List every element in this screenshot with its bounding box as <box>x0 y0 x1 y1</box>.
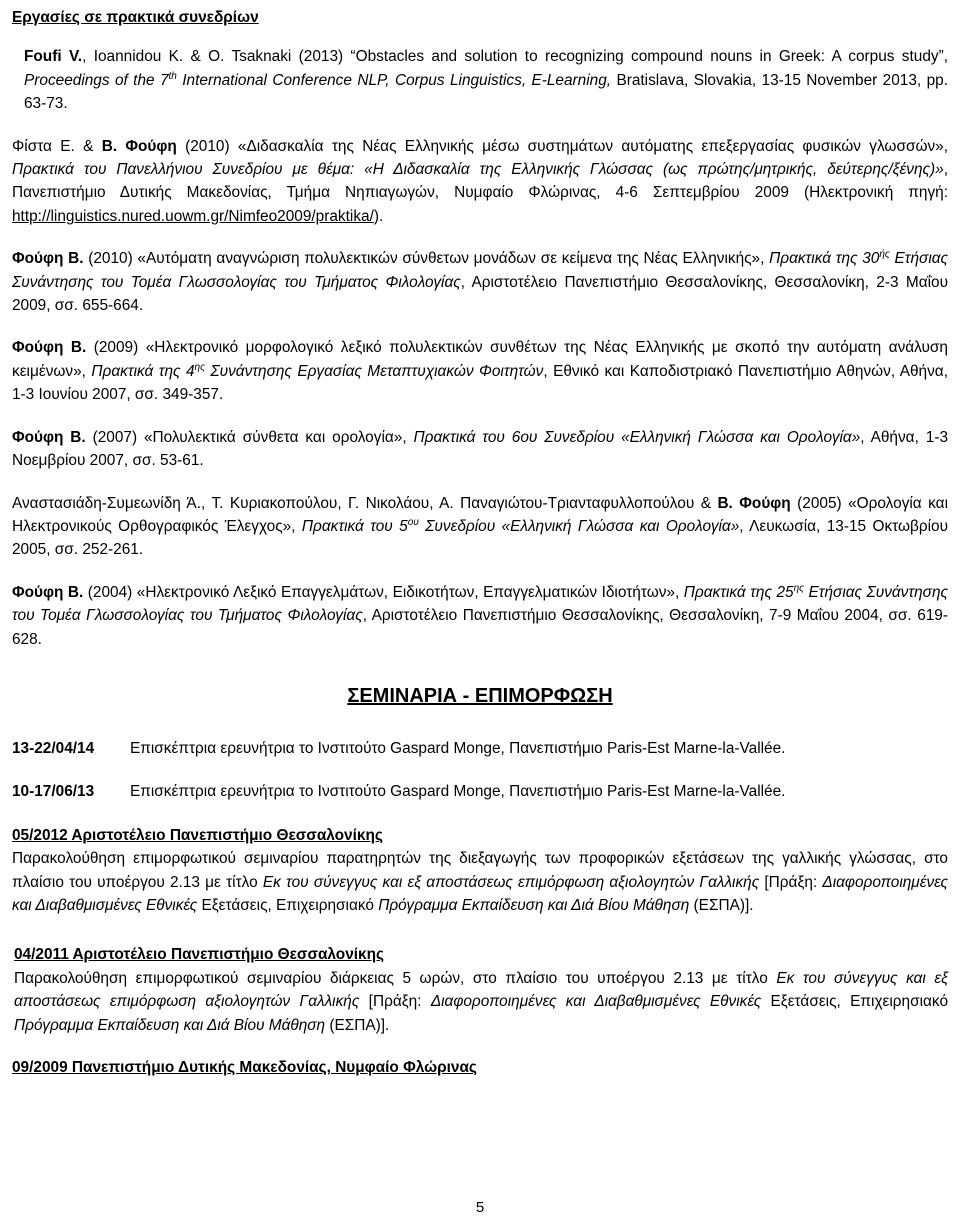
reference-item: Φούφη Β. (2007) «Πολυλεκτικά σύνθετα και ορολογία», Πρακτικά του 6ου Συνεδρίου «Ελληνική Γλώσσα και Ορολογία», Αθήνα, 1-3 Νοεμβρίου 2007, σσ. 53-61. <box>12 428 949 470</box>
visit-item <box>12 737 948 760</box>
seminar-description: Παρακολούθηση επιμορφωτικού σεμιναρίου διάρκειας 5 ωρών, στο πλαίσιο του υποέργου 2.13 με τίτλο Εκ του σύνεγγυς και εξ αποστάσεως επιμόρφωση αξιολογητών Γαλλικής [Πράξη: Διαφοροποιημένες και Διαβαθμισμένες Εθνικές Εξετάσεις, Επιχειρησιακό Πρόγραμμα Εκπαίδευση και Διά Βίου Μάθηση (ΕΣΠΑ)]. <box>14 969 948 1034</box>
seminars-title: ΣΕΜΙΝΑΡΙΑ - ΕΠΙΜΟΡΦΩΣΗ <box>347 684 613 707</box>
visit-item <box>12 780 948 803</box>
visit-text: Επισκέπτρια ερευνήτρια το Ινστιτούτο Gaspard Monge, Πανεπιστήμιο Paris-Est Marne-la-Vallée. <box>130 783 786 801</box>
seminar-entry <box>12 943 948 1037</box>
visit-date: 13-22/04/14 <box>12 739 95 757</box>
seminar-heading: 09/2009 Πανεπιστήμιο Δυτικής Μακεδονίας, Νυμφαίο Φλώρινας <box>12 1059 477 1076</box>
visit-text: Επισκέπτρια ερευνήτρια το Ινστιτούτο Gaspard Monge, Πανεπιστήμιο Paris-Est Marne-la-Vallée. <box>130 739 786 757</box>
seminar-heading: 05/2012 Αριστοτέλειο Πανεπιστήμιο Θεσσαλονίκης <box>12 826 383 844</box>
source-link[interactable]: http://linguistics.nured.uowm.gr/Nimfeo2009/praktika/ <box>12 207 374 225</box>
section-heading: Εργασίες σε πρακτικά συνεδρίων <box>12 9 259 26</box>
seminar-heading: 04/2011 Αριστοτέλειο Πανεπιστήμιο Θεσσαλονίκης <box>14 946 385 964</box>
reference-item: Φούφη Β. (2010) «Αυτόματη αναγνώριση πολυλεκτικών σύνθετων μονάδων σε κείμενα της Νέας Ελληνικής», Πρακτικά της $30^{ή\varsigma}$ Ετήσιας Συνάντησης του Τομέα Γλωσσολογίας του Τμήματος Φιλολογίας, Αριστοτέλειο Πανεπιστήμιο Θεσσαλονίκης, Θεσσαλονίκη, 2-3 Μαΐου 2009, σσ. 655-664. <box>12 249 949 315</box>
reference-item: Φούφη Β. (2009) «Ηλεκτρονικό μορφολογικό λεξικό πολυλεκτικών συνθέτων της Νέας Ελληνικής με σκοπό την αυτόματη ανάλυση κειμένων», Πρακτικά της $4^{\eta\varsigma}$ Συνάντησης Εργασίας Μεταπτυχιακών Φοιτητών, Εθνικό και Καποδιστριακό Πανεπιστήμιο Αθηνών, Αθήνα, 1-3 Ιουνίου 2007, σσ. 349-357. <box>12 339 948 404</box>
reference-item: Foufi V., Ioannidou K. & O. Tsaknaki (2013) “Obstacles and solution to recognizing compound nouns in Greek: A corpus study”, Proceedings of the 7th International Conference NLP, Corpus Linguistics, E-Learning, Bratislava, Slovakia, 13-15 November 2013, pp. 63-73. <box>24 48 948 113</box>
seminar-entry <box>12 824 948 918</box>
reference-item: Αναστασιάδη-Συμεωνίδη Ά., Τ. Κυριακοπούλου, Γ. Νικολάου, Α. Παναγιώτου-Τριανταφυλλοπούλου & Β. Φούφη (2005) «Ορολογία και Ηλεκτρονικούς Ορθογραφικός Έλεγχος», Πρακτικά του $5^{o\upsilon}$ Συνεδρίου «Ελληνική Γλώσσα και Ορολογία», Λευκωσία, 13-15 Οκτωβρίου 2005, σσ. 252-261. <box>12 494 949 559</box>
reference-item: Φίστα Ε. & Β. Φούφη (2010) «Διδασκαλία της Νέας Ελληνικής μέσω συστημάτων αυτόματης επεξεργασίας φυσικών γλωσσών», Πρακτικά του Πανελλήνιου Συνεδρίου με θέμα: «Η Διδασκαλία της Ελληνικής Γλώσσας (ως πρώτης/μητρικής, δεύτερης/ξένης)», Πανεπιστήμιο Δυτικής Μακεδονίας, Τμήμα Νηπιαγωγών, Νυμφαίο Φλώρινας, 4-6 Σεπτεμβρίου 2009 (Ηλεκτρονική πηγή: http://linguistics.nured.uowm.gr/Nimfeo2009/praktika/). <box>12 137 948 225</box>
reference-item: Φούφη Β. (2004) «Ηλεκτρονικό Λεξικό Επαγγελμάτων, Ειδικοτήτων, Επαγγελματικών Ιδιοτήτων», Πρακτικά της $25^{\eta\varsigma}$ Ετήσιας Συνάντησης του Τομέα Γλωσσολογίας του Τμήματος Φιλολογίας, Αριστοτέλειο Πανεπιστήμιο Θεσσαλονίκης, Θεσσαλονίκη, 7-9 Μαΐου 2004, σσ. 619-628. <box>12 582 948 648</box>
page-number: 5 <box>475 1199 485 1216</box>
seminar-description: Παρακολούθηση επιμορφωτικού σεμιναρίου παρατηρητών της διεξαγωγής των προφορικών εξετάσεων της γαλλικής γλώσσας, στο πλαίσιο του υποέργου 2.13 με τίτλο Εκ του σύνεγγυς και εξ αποστάσεως επιμόρφωση αξιολογητών Γαλλικής [Πράξη: Διαφοροποιημένες και Διαβαθμισμένες Εθνικές Εξετάσεις, Επιχειρησιακό Πρόγραμμα Εκπαίδευση και Διά Βίου Μάθηση (ΕΣΠΑ)]. <box>12 850 949 914</box>
visit-date: 10-17/06/13 <box>12 783 95 801</box>
document-page <box>12 6 948 1079</box>
